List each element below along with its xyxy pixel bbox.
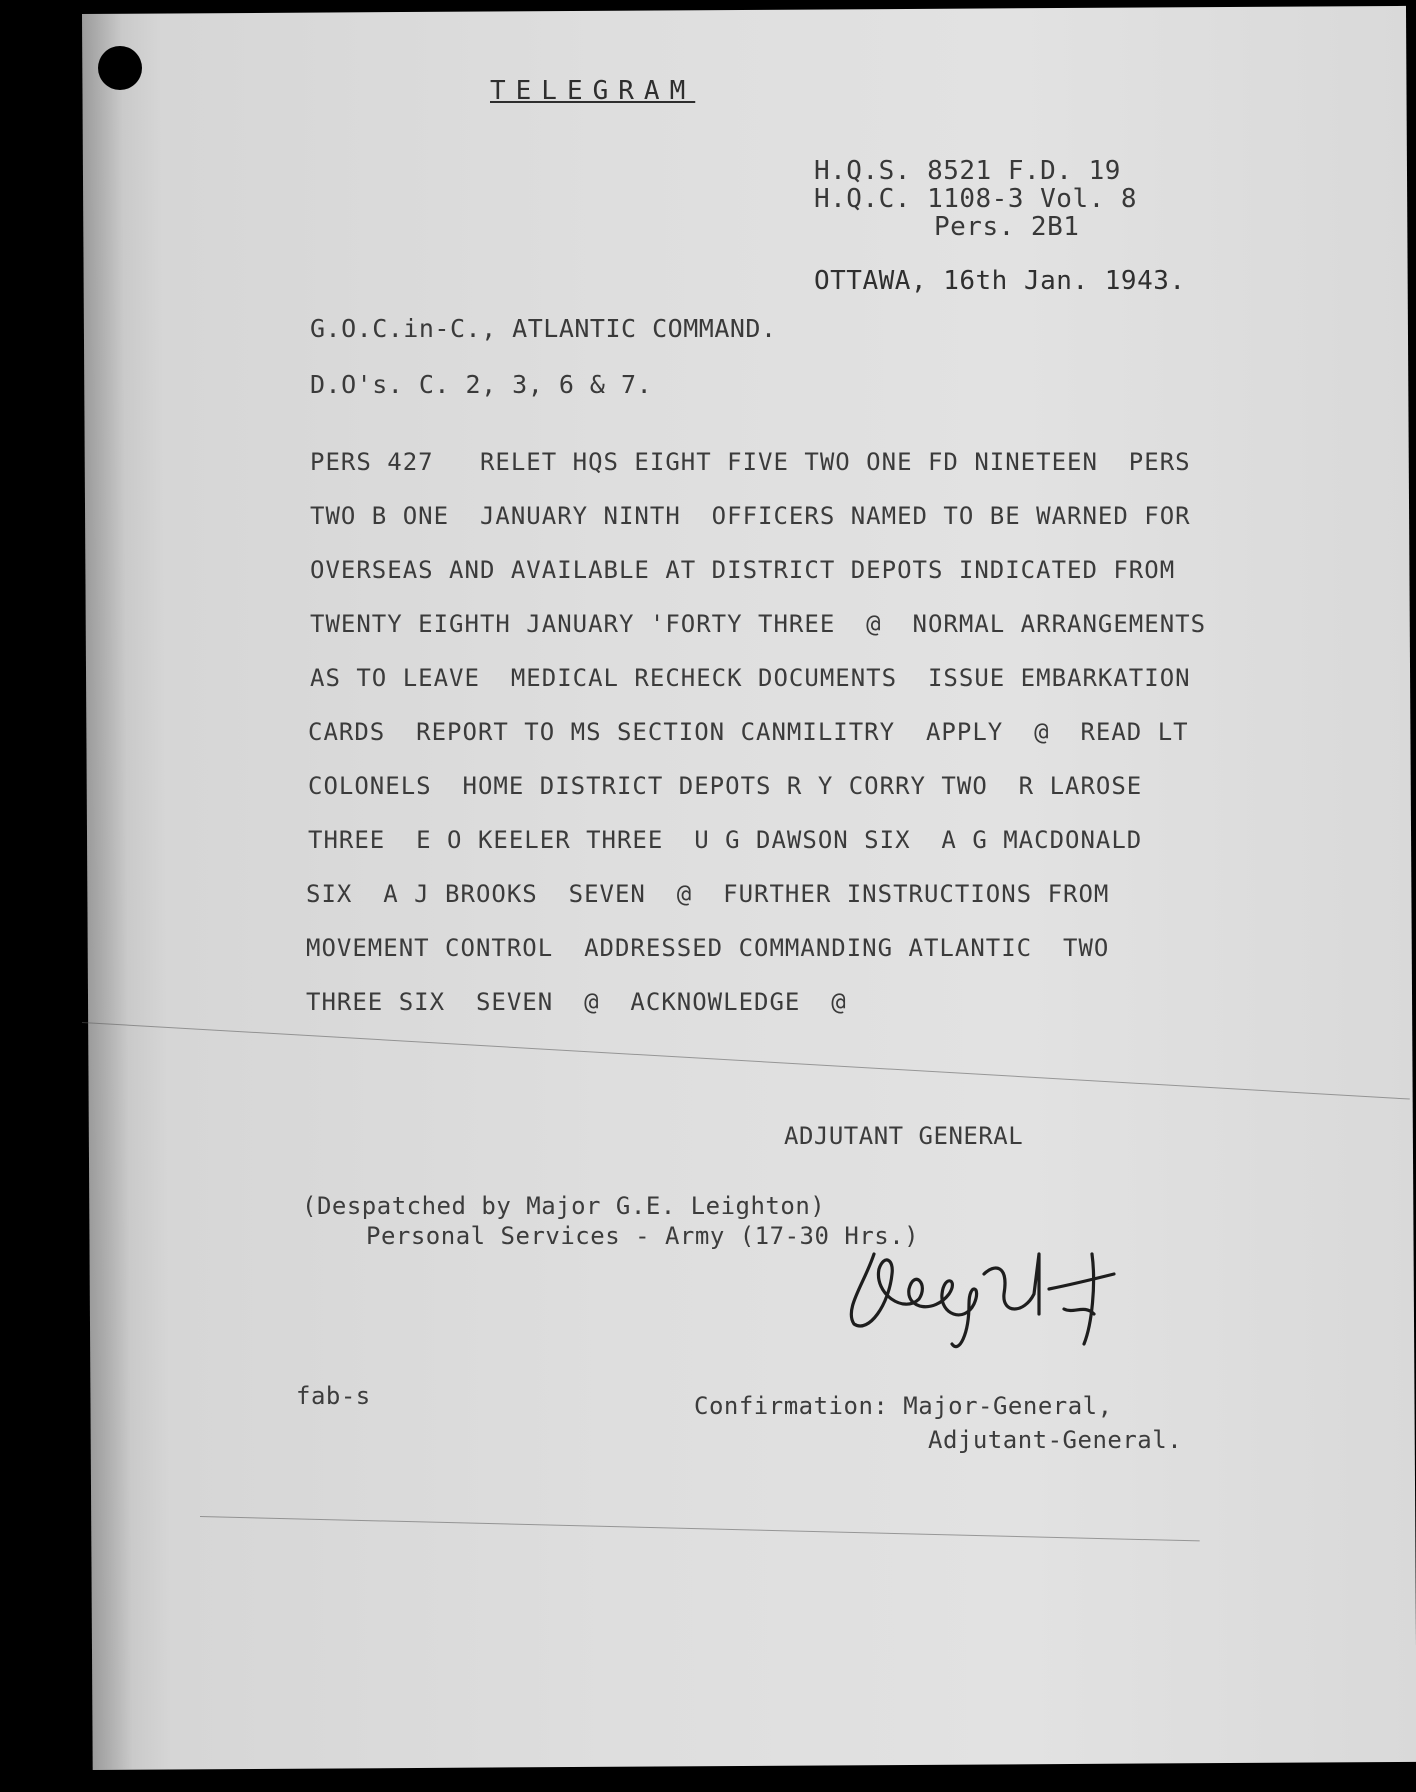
reference-line-3: Pers. 2B1 [934, 212, 1080, 242]
typist-initials: fab-s [296, 1382, 371, 1410]
confirmation-line-2: Adjutant-General. [928, 1426, 1183, 1454]
confirmation-line-1: Confirmation: Major-General, [694, 1392, 1113, 1420]
body-line: OVERSEAS AND AVAILABLE AT DISTRICT DEPOTS INDICATED FROM [310, 556, 1176, 584]
despatch-line-1: (Despatched by Major G.E. Leighton) [302, 1192, 826, 1220]
body-line: TWENTY EIGHTH JANUARY 'FORTY THREE @ NORMAL ARRANGEMENTS [310, 610, 1207, 638]
sender-line: ADJUTANT GENERAL [784, 1122, 1024, 1150]
document-title: TELEGRAM [490, 76, 696, 106]
reference-line-1: H.Q.S. 8521 F.D. 19 [814, 156, 1121, 186]
sheet-edge-shadow [82, 14, 133, 1770]
addressee-1: G.O.C.in-C., ATLANTIC COMMAND. [310, 314, 777, 343]
body-line: PERS 427 RELET HQS EIGHT FIVE TWO ONE FD NINETEEN PERS [310, 448, 1191, 476]
reference-line-2: H.Q.C. 1108-3 Vol. 8 [814, 184, 1138, 214]
body-line: CARDS REPORT TO MS SECTION CANMILITRY APPLY @ READ LT [308, 718, 1189, 746]
despatch-line-2: Personal Services - Army (17-30 Hrs.) [366, 1222, 920, 1250]
body-line: AS TO LEAVE MEDICAL RECHECK DOCUMENTS ISSUE EMBARKATION [310, 664, 1191, 692]
body-line: SIX A J BROOKS SEVEN @ FURTHER INSTRUCTIONS FROM [306, 880, 1110, 908]
date-line: OTTAWA, 16th Jan. 1943. [814, 266, 1186, 296]
handwritten-signature [834, 1214, 1164, 1354]
body-line: THREE E O KEELER THREE U G DAWSON SIX A G MACDONALD [308, 826, 1143, 854]
punch-hole-icon [98, 46, 142, 90]
body-line: TWO B ONE JANUARY NINTH OFFICERS NAMED TO BE WARNED FOR [310, 502, 1191, 530]
addressee-2: D.O's. C. 2, 3, 6 & 7. [310, 370, 653, 399]
body-line: THREE SIX SEVEN @ ACKNOWLEDGE @ [306, 988, 847, 1016]
body-line: MOVEMENT CONTROL ADDRESSED COMMANDING ATLANTIC TWO [306, 934, 1110, 962]
body-line: COLONELS HOME DISTRICT DEPOTS R Y CORRY TWO R LAROSE [308, 772, 1143, 800]
